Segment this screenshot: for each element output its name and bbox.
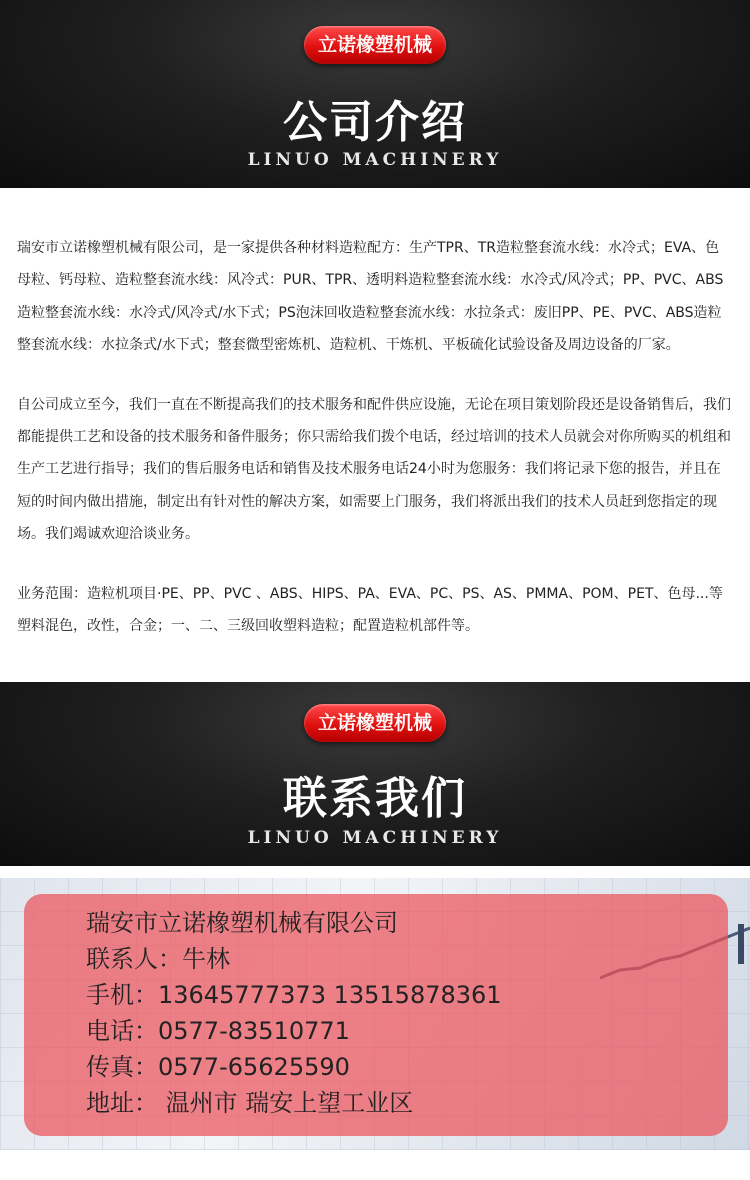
intro-paragraph: 瑞安市立诺橡塑机械有限公司，是一家提供各种材料造粒配方：生产TPR、TR造粒整套流水线：水冷式；EVA、色母粒、钙母粒、造粒整套流水线：风冷式：PUR、TPR、透明料造粒整套流水线：水冷式/风冷式；PP、PVC、ABS造粒整套流水线：水冷式/风冷式/水下式；PS泡沫回收造粒整套流水线：水拉条式：废旧PP、PE、PVC、ABS造粒整套流水线：水拉条式/水下式；整套微型密炼机、造粒机、干炼机、平板硫化试验设备及周边设备的厂家。	[17, 240, 724, 354]
address: 地址： 温州市 瑞安上望工业区	[86, 1089, 414, 1117]
mobile-numbers: 手机：13645777373 13515878361	[86, 981, 502, 1009]
contact-person: 联系人：牛林	[86, 945, 230, 973]
company-name: 瑞安市立诺橡塑机械有限公司	[86, 909, 398, 937]
brand-badge: 立诺橡塑机械	[304, 704, 446, 742]
section-title: 联系我们	[283, 773, 467, 824]
contact-info-panel	[0, 878, 750, 1150]
intro-paragraph: 业务范围：造粒机项目·PE、PP、PVC 、ABS、HIPS、PA、EVA、PC、PS、AS、PMMA、POM、PET、色母...等塑料混色，改性，合金；一、二、三级回收塑料造粒；配置造粒机部件等。	[17, 585, 723, 635]
contact-card	[24, 894, 728, 1136]
section-subtitle: LINUO MACHINERY	[247, 150, 503, 170]
fax-number: 传真：0577-65625590	[86, 1053, 350, 1081]
section-subtitle: LINUO MACHINERY	[247, 828, 503, 848]
company-intro-banner	[0, 0, 750, 188]
phone-number: 电话：0577-83510771	[86, 1017, 350, 1045]
section-title: 公司介绍	[283, 97, 467, 148]
contact-us-banner	[0, 682, 750, 866]
intro-paragraph: 自公司成立至今，我们一直在不断提高我们的技术服务和配件供应设施，无论在项目策划阶段还是设备销售后，我们都能提供工艺和设备的技术服务和备件服务；你只需给我们拨个电话，经过培训的技术人员就会对你所购买的机组和生产工艺进行指导；我们的售后服务电话和销售及技术服务电话24小时为您服务：我们将记录下您的报告，并且在短的时间内做出措施，制定出有针对性的解决方案，如需要上门服务，我们将派出我们的技术人员赶到您指定的现场。我们竭诚欢迎洽谈业务。	[17, 396, 731, 543]
company-intro-text	[17, 232, 733, 669]
brand-badge: 立诺橡塑机械	[304, 26, 446, 64]
